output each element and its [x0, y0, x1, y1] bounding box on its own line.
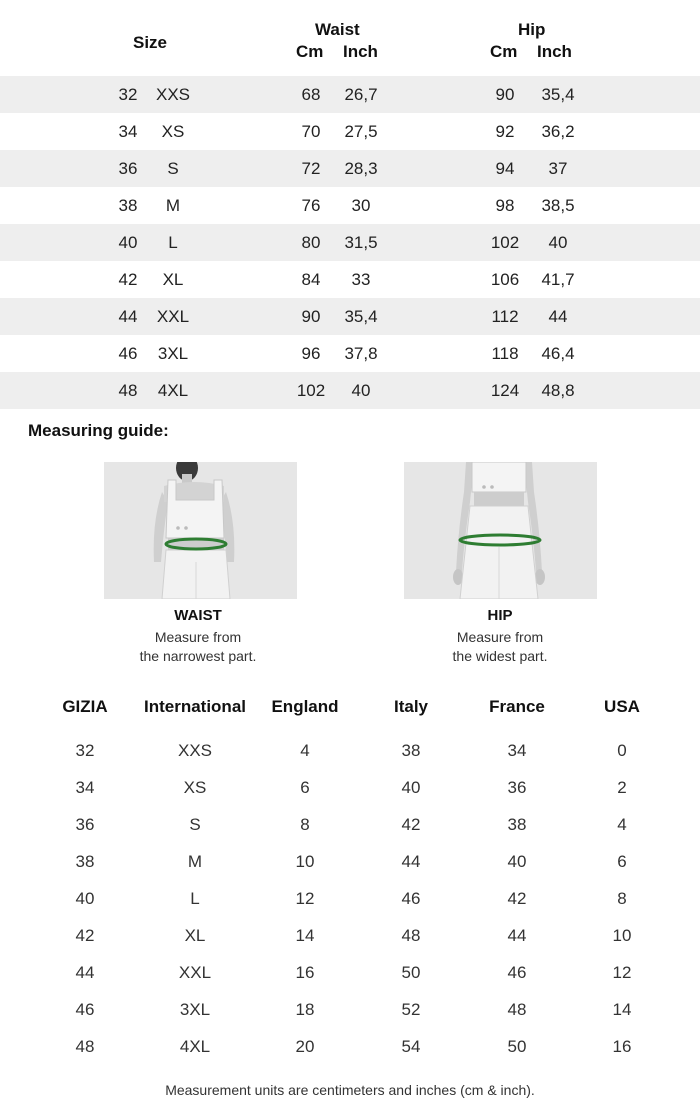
conversion-header-france: France: [489, 697, 545, 716]
conversion-cell-usa: 12: [612, 963, 632, 982]
conversion-cell-france: 42: [507, 889, 527, 908]
conversion-row: [0, 732, 700, 769]
size-cell-waist-inch: 28,3: [344, 159, 378, 178]
size-cell-hip-inch: 36,2: [541, 122, 575, 141]
hip-inch-header: Inch: [537, 42, 572, 61]
size-cell-waist-cm: 70: [301, 122, 321, 141]
waist-photo: [104, 462, 297, 599]
size-cell-label: XXS: [155, 85, 191, 104]
size-cell-hip-cm: 124: [490, 381, 520, 400]
conversion-cell-usa: 10: [612, 926, 632, 945]
size-cell-waist-cm: 76: [301, 196, 321, 215]
size-cell-hip-cm: 92: [495, 122, 515, 141]
conversion-header-gizia: GIZIA: [62, 697, 108, 716]
size-cell-label: XXL: [156, 307, 190, 326]
conversion-cell-france: 36: [507, 778, 527, 797]
size-cell-hip-inch: 48,8: [541, 381, 575, 400]
size-table-row: [0, 372, 700, 409]
conversion-row: [0, 917, 700, 954]
conversion-cell-italy: 44: [401, 852, 421, 871]
size-table: [0, 0, 700, 410]
conversion-cell-international: 4XL: [179, 1037, 211, 1056]
conversion-header-italy: Italy: [393, 697, 429, 716]
size-cell-hip-inch: 35,4: [541, 85, 575, 104]
size-cell-label: XL: [162, 270, 184, 289]
conversion-cell-gizia: 32: [75, 741, 95, 760]
waist-caption-line2: the narrowest part.: [139, 648, 257, 664]
hip-caption-line2: the widest part.: [452, 648, 548, 664]
size-cell-hip-inch: 41,7: [541, 270, 575, 289]
size-cell-label: M: [165, 196, 181, 215]
size-cell-hip-cm: 112: [491, 307, 519, 326]
size-cell-hip-cm: 90: [495, 85, 515, 104]
conversion-cell-gizia: 46: [75, 1000, 95, 1019]
conversion-cell-gizia: 38: [75, 852, 95, 871]
size-cell-hip-inch: 38,5: [541, 196, 575, 215]
size-table-row: [0, 76, 700, 113]
size-cell-hip-inch: 37: [548, 159, 568, 178]
conversion-cell-italy: 42: [401, 815, 421, 834]
conversion-cell-gizia: 34: [75, 778, 95, 797]
waist-header: Waist: [315, 20, 360, 39]
size-cell-num: 40: [118, 233, 138, 252]
conversion-cell-gizia: 36: [75, 815, 95, 834]
conversion-cell-france: 46: [507, 963, 527, 982]
conversion-cell-international: S: [189, 815, 201, 834]
size-cell-waist-inch: 31,5: [344, 233, 378, 252]
size-cell-num: 34: [118, 122, 138, 141]
units-footnote: Measurement units are centimeters and inches (cm & inch).: [165, 1082, 535, 1098]
size-table-row: [0, 113, 700, 150]
size-cell-waist-cm: 96: [301, 344, 321, 363]
conversion-cell-italy: 40: [401, 778, 421, 797]
conversion-cell-england: 6: [300, 778, 310, 797]
conversion-cell-gizia: 44: [75, 963, 95, 982]
conversion-cell-italy: 50: [401, 963, 421, 982]
size-cell-num: 32: [118, 85, 138, 104]
conversion-cell-france: 44: [507, 926, 527, 945]
conversion-cell-international: M: [187, 852, 203, 871]
size-cell-waist-inch: 40: [351, 381, 371, 400]
size-cell-waist-cm: 84: [301, 270, 321, 289]
conversion-cell-france: 48: [507, 1000, 527, 1019]
size-cell-hip-cm: 98: [495, 196, 515, 215]
conversion-cell-international: XL: [184, 926, 206, 945]
conversion-cell-gizia: 40: [75, 889, 95, 908]
conversion-cell-england: 18: [295, 1000, 315, 1019]
size-cell-hip-inch: 40: [548, 233, 568, 252]
conversion-row: [0, 806, 700, 843]
conversion-cell-italy: 54: [401, 1037, 421, 1056]
size-table-row: [0, 150, 700, 187]
conversion-row: [0, 991, 700, 1028]
size-cell-waist-cm: 80: [301, 233, 321, 252]
size-table-row: [0, 261, 700, 298]
waist-cm-header: Cm: [296, 42, 324, 61]
conversion-cell-england: 8: [300, 815, 310, 834]
waist-caption-title: WAIST: [174, 607, 222, 624]
size-table-row: [0, 187, 700, 224]
conversion-row: [0, 1028, 700, 1065]
conversion-cell-france: 40: [507, 852, 527, 871]
conversion-cell-gizia: 48: [75, 1037, 95, 1056]
size-cell-waist-cm: 72: [301, 159, 321, 178]
conversion-cell-usa: 6: [617, 852, 627, 871]
size-cell-hip-inch: 44: [548, 307, 568, 326]
size-cell-hip-cm: 106: [490, 270, 520, 289]
size-cell-waist-inch: 33: [351, 270, 371, 289]
hip-caption-title: HIP: [487, 607, 513, 624]
hip-cm-header: Cm: [490, 42, 518, 61]
conversion-header-international: International: [143, 697, 246, 716]
size-cell-num: 46: [118, 344, 138, 363]
hip-photo: [404, 462, 597, 599]
conversion-cell-england: 10: [295, 852, 315, 871]
size-cell-hip-cm: 94: [495, 159, 515, 178]
conversion-row: [0, 954, 700, 991]
conversion-cell-international: XXL: [178, 963, 212, 982]
conversion-cell-usa: 0: [617, 741, 627, 760]
size-cell-label: L: [168, 233, 178, 252]
conversion-header-usa: USA: [604, 697, 640, 716]
conversion-cell-international: L: [190, 889, 200, 908]
conversion-cell-england: 20: [295, 1037, 315, 1056]
conversion-cell-france: 38: [507, 815, 527, 834]
size-cell-num: 42: [118, 270, 138, 289]
conversion-cell-usa: 2: [617, 778, 627, 797]
conversion-cell-international: XS: [183, 778, 207, 797]
size-cell-num: 44: [118, 307, 138, 326]
conversion-cell-france: 50: [507, 1037, 527, 1056]
size-cell-waist-inch: 37,8: [344, 344, 378, 363]
conversion-cell-england: 16: [295, 963, 315, 982]
size-cell-label: 3XL: [157, 344, 189, 363]
size-cell-label: 4XL: [157, 381, 189, 400]
size-cell-hip-cm: 118: [491, 344, 519, 363]
conversion-cell-italy: 46: [401, 889, 421, 908]
conversion-cell-gizia: 42: [75, 926, 95, 945]
size-cell-num: 38: [118, 196, 138, 215]
conversion-cell-usa: 14: [612, 1000, 632, 1019]
conversion-cell-england: 4: [300, 741, 310, 760]
conversion-cell-italy: 38: [401, 741, 421, 760]
size-cell-waist-cm: 90: [301, 307, 321, 326]
conversion-cell-france: 34: [507, 741, 527, 760]
size-cell-label: S: [167, 159, 179, 178]
size-table-row: [0, 224, 700, 261]
conversion-cell-italy: 48: [401, 926, 421, 945]
conversion-header-england: England: [271, 697, 339, 716]
size-cell-waist-inch: 30: [351, 196, 371, 215]
size-table-row: [0, 335, 700, 372]
waist-caption-line1: Measure from: [154, 629, 242, 645]
size-cell-waist-inch: 26,7: [344, 85, 378, 104]
conversion-cell-england: 12: [295, 889, 315, 908]
size-cell-label: XS: [161, 122, 185, 141]
hip-caption-line1: Measure from: [456, 629, 544, 645]
conversion-cell-italy: 52: [401, 1000, 421, 1019]
size-cell-hip-cm: 102: [490, 233, 520, 252]
size-cell-hip-inch: 46,4: [541, 344, 575, 363]
size-cell-waist-inch: 27,5: [344, 122, 378, 141]
conversion-row: [0, 880, 700, 917]
hip-header: Hip: [518, 20, 546, 39]
size-cell-waist-inch: 35,4: [344, 307, 378, 326]
conversion-cell-usa: 8: [617, 889, 627, 908]
size-cell-num: 36: [118, 159, 138, 178]
conversion-row: [0, 843, 700, 880]
measuring-guide-title: Measuring guide:: [28, 421, 169, 440]
size-header: Size: [133, 33, 168, 52]
conversion-cell-england: 14: [295, 926, 315, 945]
size-cell-waist-cm: 102: [296, 381, 326, 400]
conversion-cell-usa: 4: [617, 815, 627, 834]
conversion-cell-international: 3XL: [179, 1000, 211, 1019]
conversion-cell-usa: 16: [612, 1037, 632, 1056]
size-cell-waist-cm: 68: [301, 85, 321, 104]
waist-inch-header: Inch: [343, 42, 378, 61]
size-cell-num: 48: [118, 381, 138, 400]
conversion-row: [0, 769, 700, 806]
conversion-cell-international: XXS: [177, 741, 213, 760]
size-table-row: [0, 298, 700, 335]
